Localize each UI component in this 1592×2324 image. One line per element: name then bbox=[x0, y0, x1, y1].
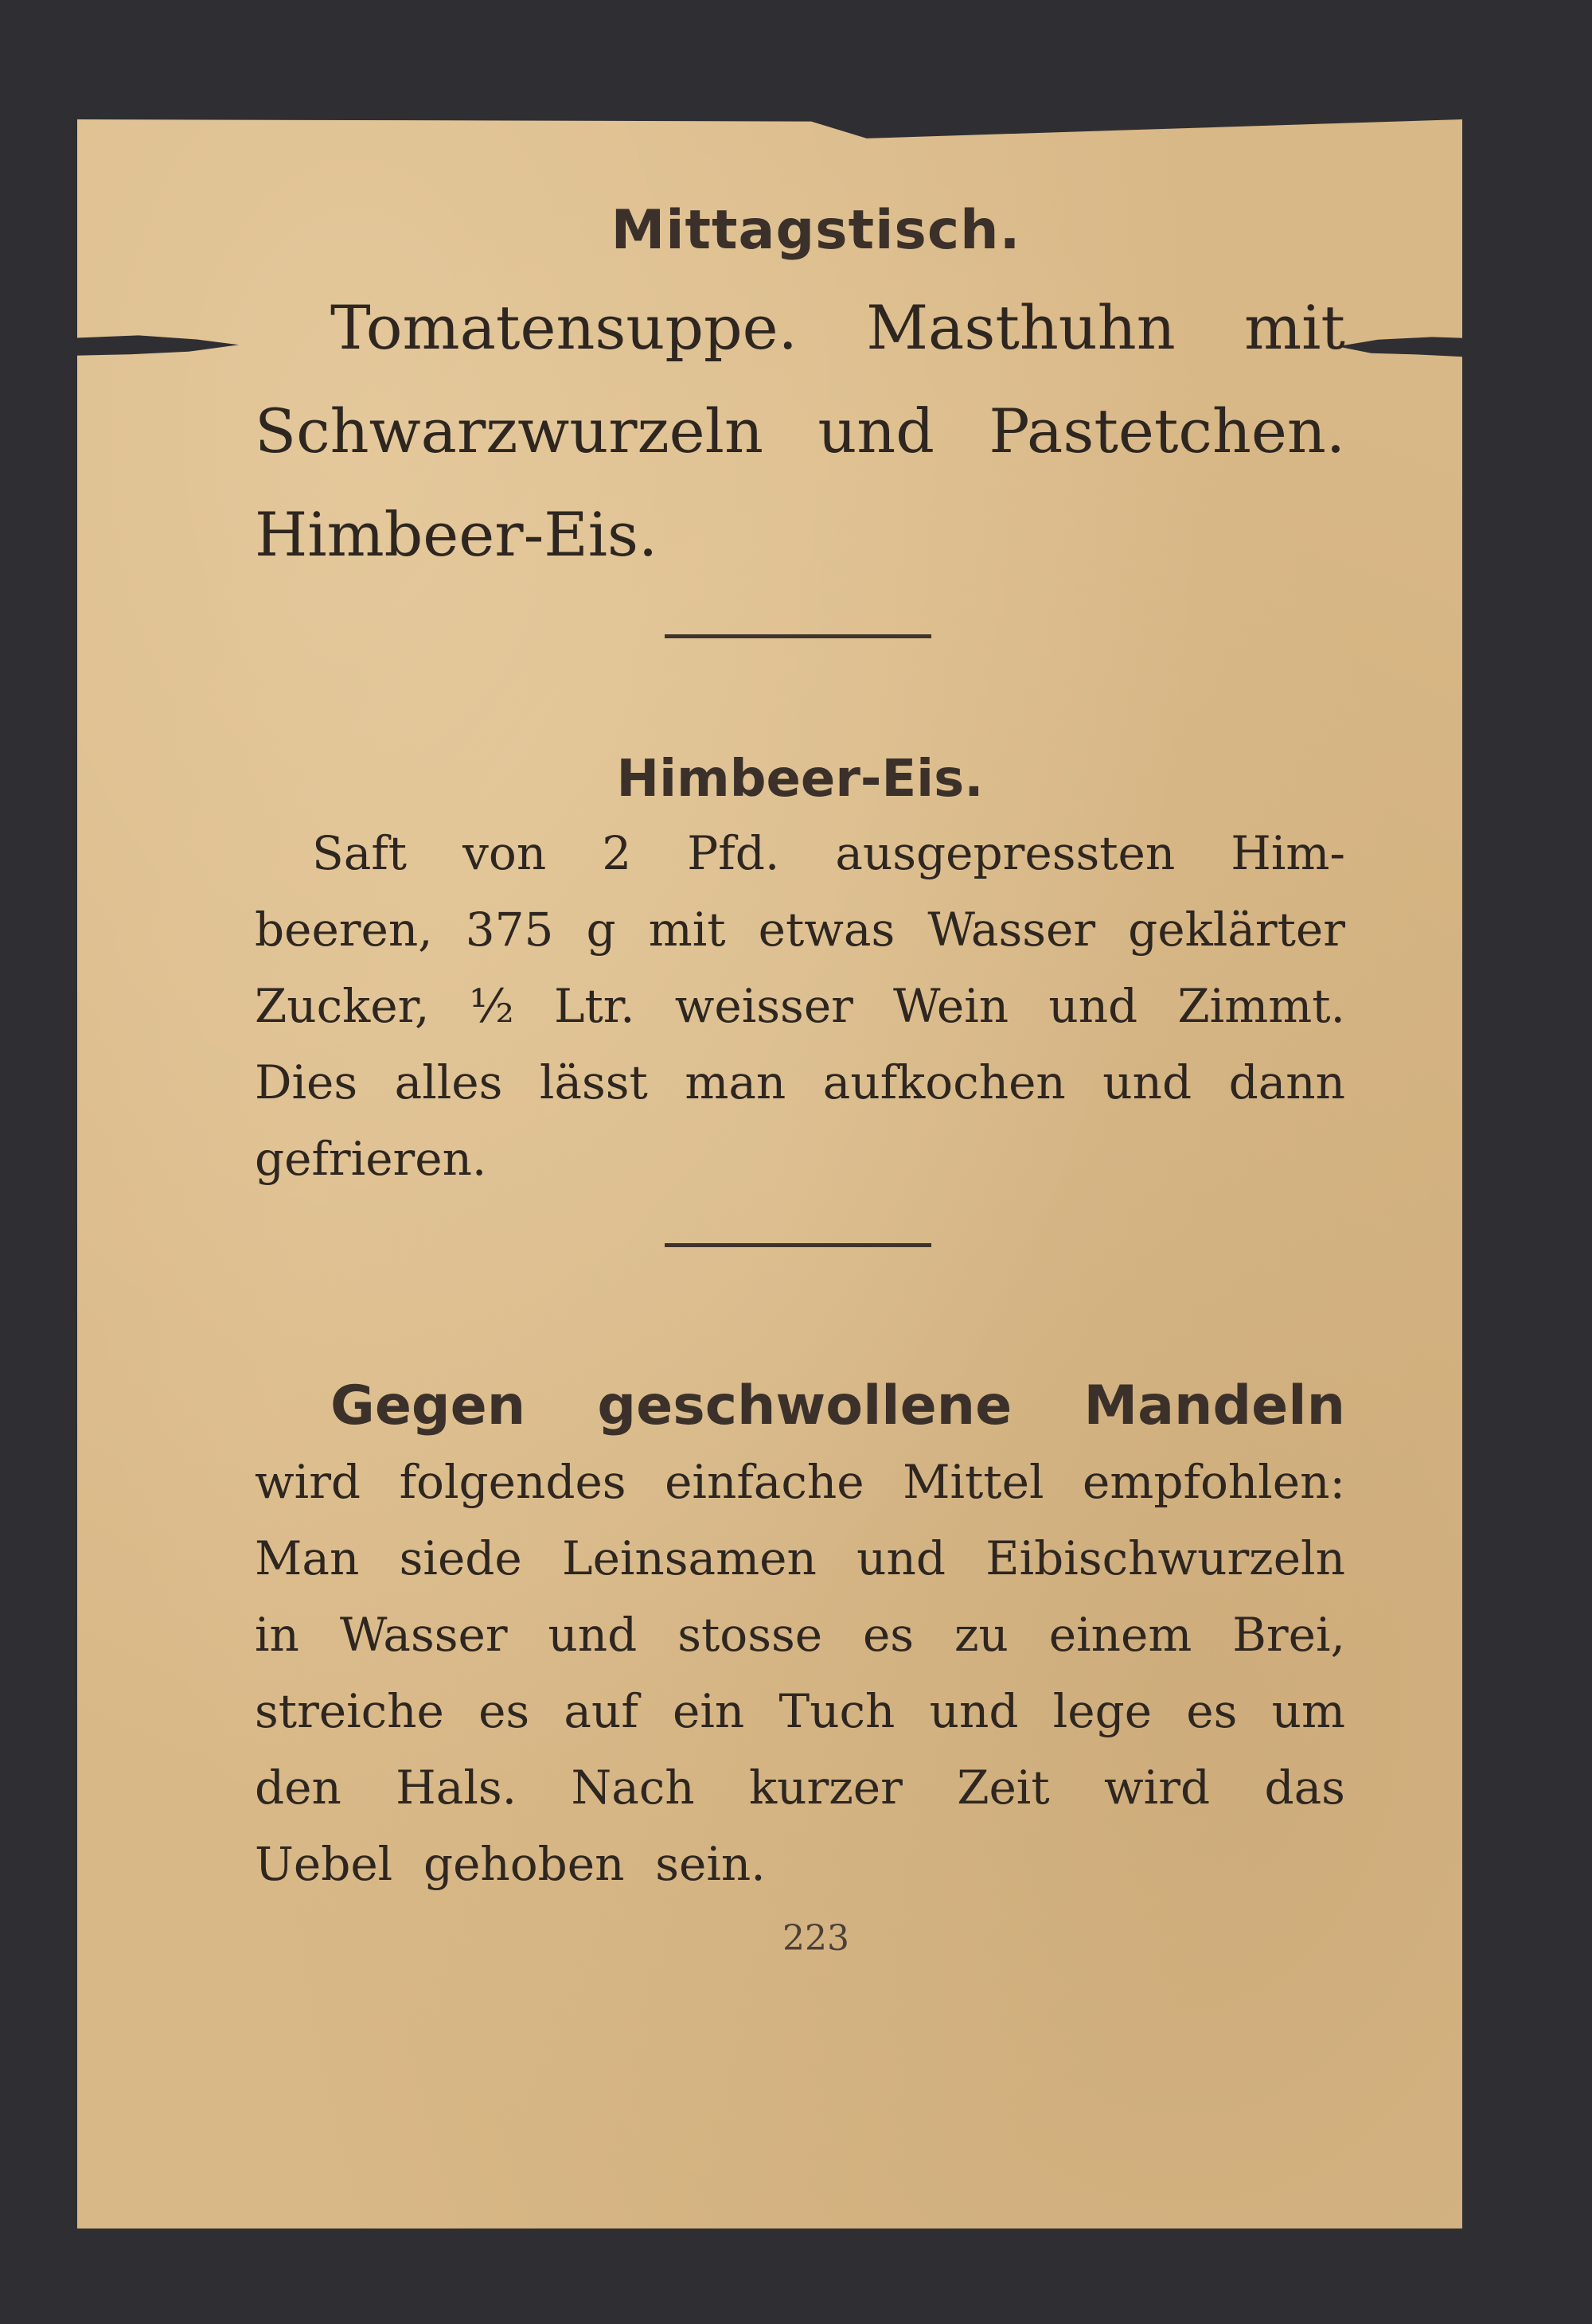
menu-word: und bbox=[817, 396, 935, 466]
remedy-word: siede bbox=[399, 1531, 522, 1585]
menu-word: Schwarzwurzeln bbox=[255, 396, 763, 466]
remedy-word: stosse bbox=[677, 1608, 823, 1662]
remedy-title-word: Gegen bbox=[330, 1375, 526, 1437]
remedy-word: ein bbox=[673, 1684, 745, 1738]
remedy-word: und bbox=[548, 1608, 638, 1662]
recipe-word: Zucker, bbox=[255, 979, 430, 1033]
recipe-line-3 bbox=[255, 968, 1345, 1044]
remedy-word: Eibischwurzeln bbox=[985, 1531, 1345, 1585]
remedy-text bbox=[255, 1444, 1345, 1902]
menu-word: Himbeer-Eis. bbox=[255, 499, 658, 570]
remedy-line-5 bbox=[255, 1749, 1345, 1826]
remedy-word: und bbox=[929, 1684, 1019, 1738]
remedy-word: und bbox=[856, 1531, 946, 1585]
remedy-line-2 bbox=[255, 1520, 1345, 1597]
recipe-word: Saft bbox=[312, 826, 408, 880]
recipe-word: g bbox=[586, 903, 616, 957]
menu-word: Masthuhn bbox=[866, 292, 1176, 363]
recipe-line-5 bbox=[255, 1121, 1345, 1197]
recipe-word: geklärter bbox=[1128, 903, 1345, 957]
remedy-word: gehoben bbox=[423, 1837, 625, 1891]
remedy-word: Brei, bbox=[1232, 1608, 1345, 1662]
remedy-word: Nach bbox=[571, 1761, 695, 1815]
recipe-word: 375 bbox=[465, 903, 554, 957]
remedy-line-3 bbox=[255, 1597, 1345, 1673]
remedy-line-1 bbox=[255, 1444, 1345, 1520]
recipe-title: Himbeer-Eis. bbox=[616, 750, 984, 809]
remedy-word: folgendes bbox=[399, 1455, 626, 1509]
recipe-text bbox=[255, 815, 1345, 1197]
remedy-word: sein. bbox=[655, 1837, 766, 1891]
recipe-word: ½ bbox=[469, 979, 514, 1033]
recipe-word: Pfd. bbox=[687, 826, 780, 880]
recipe-word: und bbox=[1048, 979, 1138, 1033]
remedy-word: kurzer bbox=[748, 1761, 903, 1815]
remedy-word: Man bbox=[255, 1531, 360, 1585]
recipe-word: von bbox=[462, 826, 547, 880]
remedy-word: zu bbox=[954, 1608, 1009, 1662]
menu-line-2 bbox=[255, 380, 1345, 483]
remedy-word: einfache bbox=[665, 1455, 864, 1509]
recipe-word: Ltr. bbox=[553, 979, 635, 1033]
remedy-word: es bbox=[862, 1608, 915, 1662]
remedy-word: streiche bbox=[255, 1684, 444, 1738]
recipe-word: weisser bbox=[674, 979, 853, 1033]
remedy-word: es bbox=[478, 1684, 530, 1738]
remedy-word: empfohlen: bbox=[1083, 1455, 1345, 1509]
menu-word: mit bbox=[1244, 292, 1345, 363]
recipe-line-4 bbox=[255, 1044, 1345, 1121]
recipe-word: beeren, bbox=[255, 903, 433, 957]
remedy-word: das bbox=[1264, 1761, 1345, 1815]
recipe-word: dann bbox=[1228, 1055, 1345, 1109]
recipe-word: alles bbox=[394, 1055, 503, 1109]
remedy-word: wird bbox=[1104, 1761, 1211, 1815]
menu-word: Tomatensuppe. bbox=[330, 292, 798, 363]
recipe-word: und bbox=[1102, 1055, 1192, 1109]
card-content bbox=[255, 199, 1345, 1959]
recipe-word: lässt bbox=[539, 1055, 648, 1109]
remedy-word: einem bbox=[1048, 1608, 1192, 1662]
recipe-word: Zimmt. bbox=[1177, 979, 1345, 1033]
remedy-word: Wasser bbox=[339, 1608, 508, 1662]
recipe-word: gefrieren. bbox=[255, 1132, 487, 1186]
remedy-word: Uebel bbox=[255, 1837, 393, 1891]
section-divider bbox=[665, 1243, 931, 1247]
recipe-word: man bbox=[685, 1055, 786, 1109]
menu-line-1 bbox=[255, 276, 1345, 380]
remedy-title bbox=[255, 1375, 1345, 1437]
recipe-word: ausgepressten bbox=[835, 826, 1176, 880]
recipe-word: Him- bbox=[1231, 826, 1345, 880]
remedy-word: Zeit bbox=[957, 1761, 1050, 1815]
recipe-word: aufkochen bbox=[822, 1055, 1066, 1109]
remedy-word: wird bbox=[255, 1455, 361, 1509]
page-number: 223 bbox=[782, 1918, 849, 1959]
recipe-word: mit bbox=[648, 903, 726, 957]
remedy-title-word: Mandeln bbox=[1083, 1375, 1345, 1437]
remedy-word: Tuch bbox=[778, 1684, 896, 1738]
menu-line-3 bbox=[255, 483, 1345, 587]
remedy-word: auf bbox=[564, 1684, 638, 1738]
section-divider bbox=[665, 634, 931, 638]
menu-word: Pastetchen. bbox=[989, 396, 1345, 466]
remedy-word: Leinsamen bbox=[562, 1531, 817, 1585]
recipe-word: Wasser bbox=[927, 903, 1096, 957]
recipe-word: etwas bbox=[758, 903, 896, 957]
remedy-word: in bbox=[255, 1608, 299, 1662]
remedy-line-4 bbox=[255, 1673, 1345, 1749]
recipe-word: 2 bbox=[602, 826, 632, 880]
recipe-line-2 bbox=[255, 891, 1345, 968]
menu-text bbox=[255, 276, 1345, 587]
recipe-word: Dies bbox=[255, 1055, 358, 1109]
remedy-word: um bbox=[1271, 1684, 1345, 1738]
remedy-word: Hals. bbox=[396, 1761, 517, 1815]
recipe-word: Wein bbox=[893, 979, 1009, 1033]
remedy-title-word: geschwollene bbox=[597, 1375, 1013, 1437]
remedy-word: Mittel bbox=[903, 1455, 1044, 1509]
remedy-word: lege bbox=[1052, 1684, 1153, 1738]
remedy-word: den bbox=[255, 1761, 341, 1815]
menu-title: Mittagstisch. bbox=[611, 199, 1021, 262]
remedy-line-6 bbox=[255, 1826, 1345, 1902]
recipe-line-1 bbox=[255, 815, 1345, 891]
remedy-word: es bbox=[1186, 1684, 1238, 1738]
